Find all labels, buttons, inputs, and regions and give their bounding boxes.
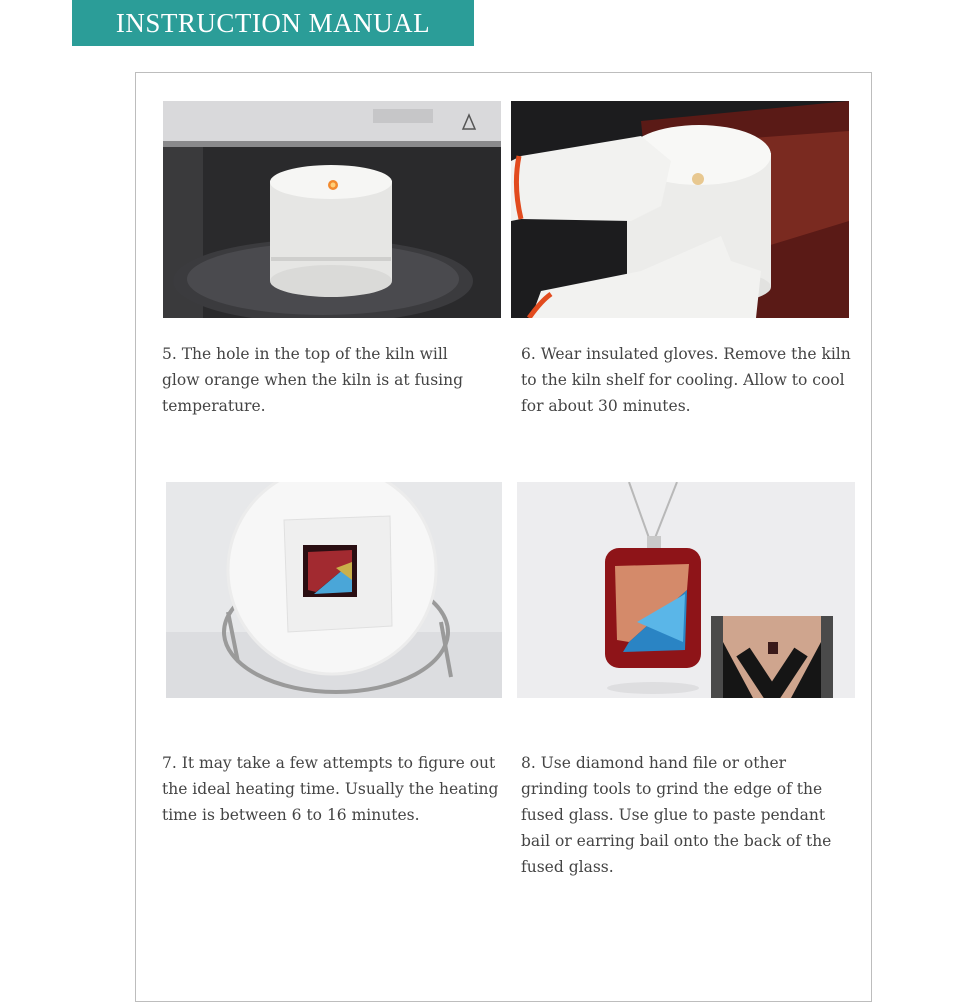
fused-glass-pendant-photo <box>517 482 855 698</box>
step-6-text: 6. Wear insulated gloves. Remove the kiln to the kiln shelf for cooling. Allow to cool for about 30 minutes. <box>521 345 851 415</box>
step-8-text: 8. Use diamond hand file or other grinding tools to grind the edge of the fused glass. Use glue to paste pendant bail or earring bail onto the back of the fused glass. <box>521 754 832 876</box>
step-5-text: 5. The hole in the top of the kiln will glow orange when the kiln is at fusing temperature. <box>162 345 464 415</box>
banner-title: INSTRUCTION MANUAL <box>115 7 431 38</box>
kiln-base-with-glass-photo <box>166 482 502 698</box>
instruction-manual-banner <box>72 0 474 46</box>
gloves-holding-kiln-photo <box>511 101 849 318</box>
kiln-in-microwave-photo <box>163 101 501 318</box>
step-7-text: 7. It may take a few attempts to figure out the ideal heating time. Usually the heating time is between 6 to 16 minutes. <box>162 754 499 824</box>
